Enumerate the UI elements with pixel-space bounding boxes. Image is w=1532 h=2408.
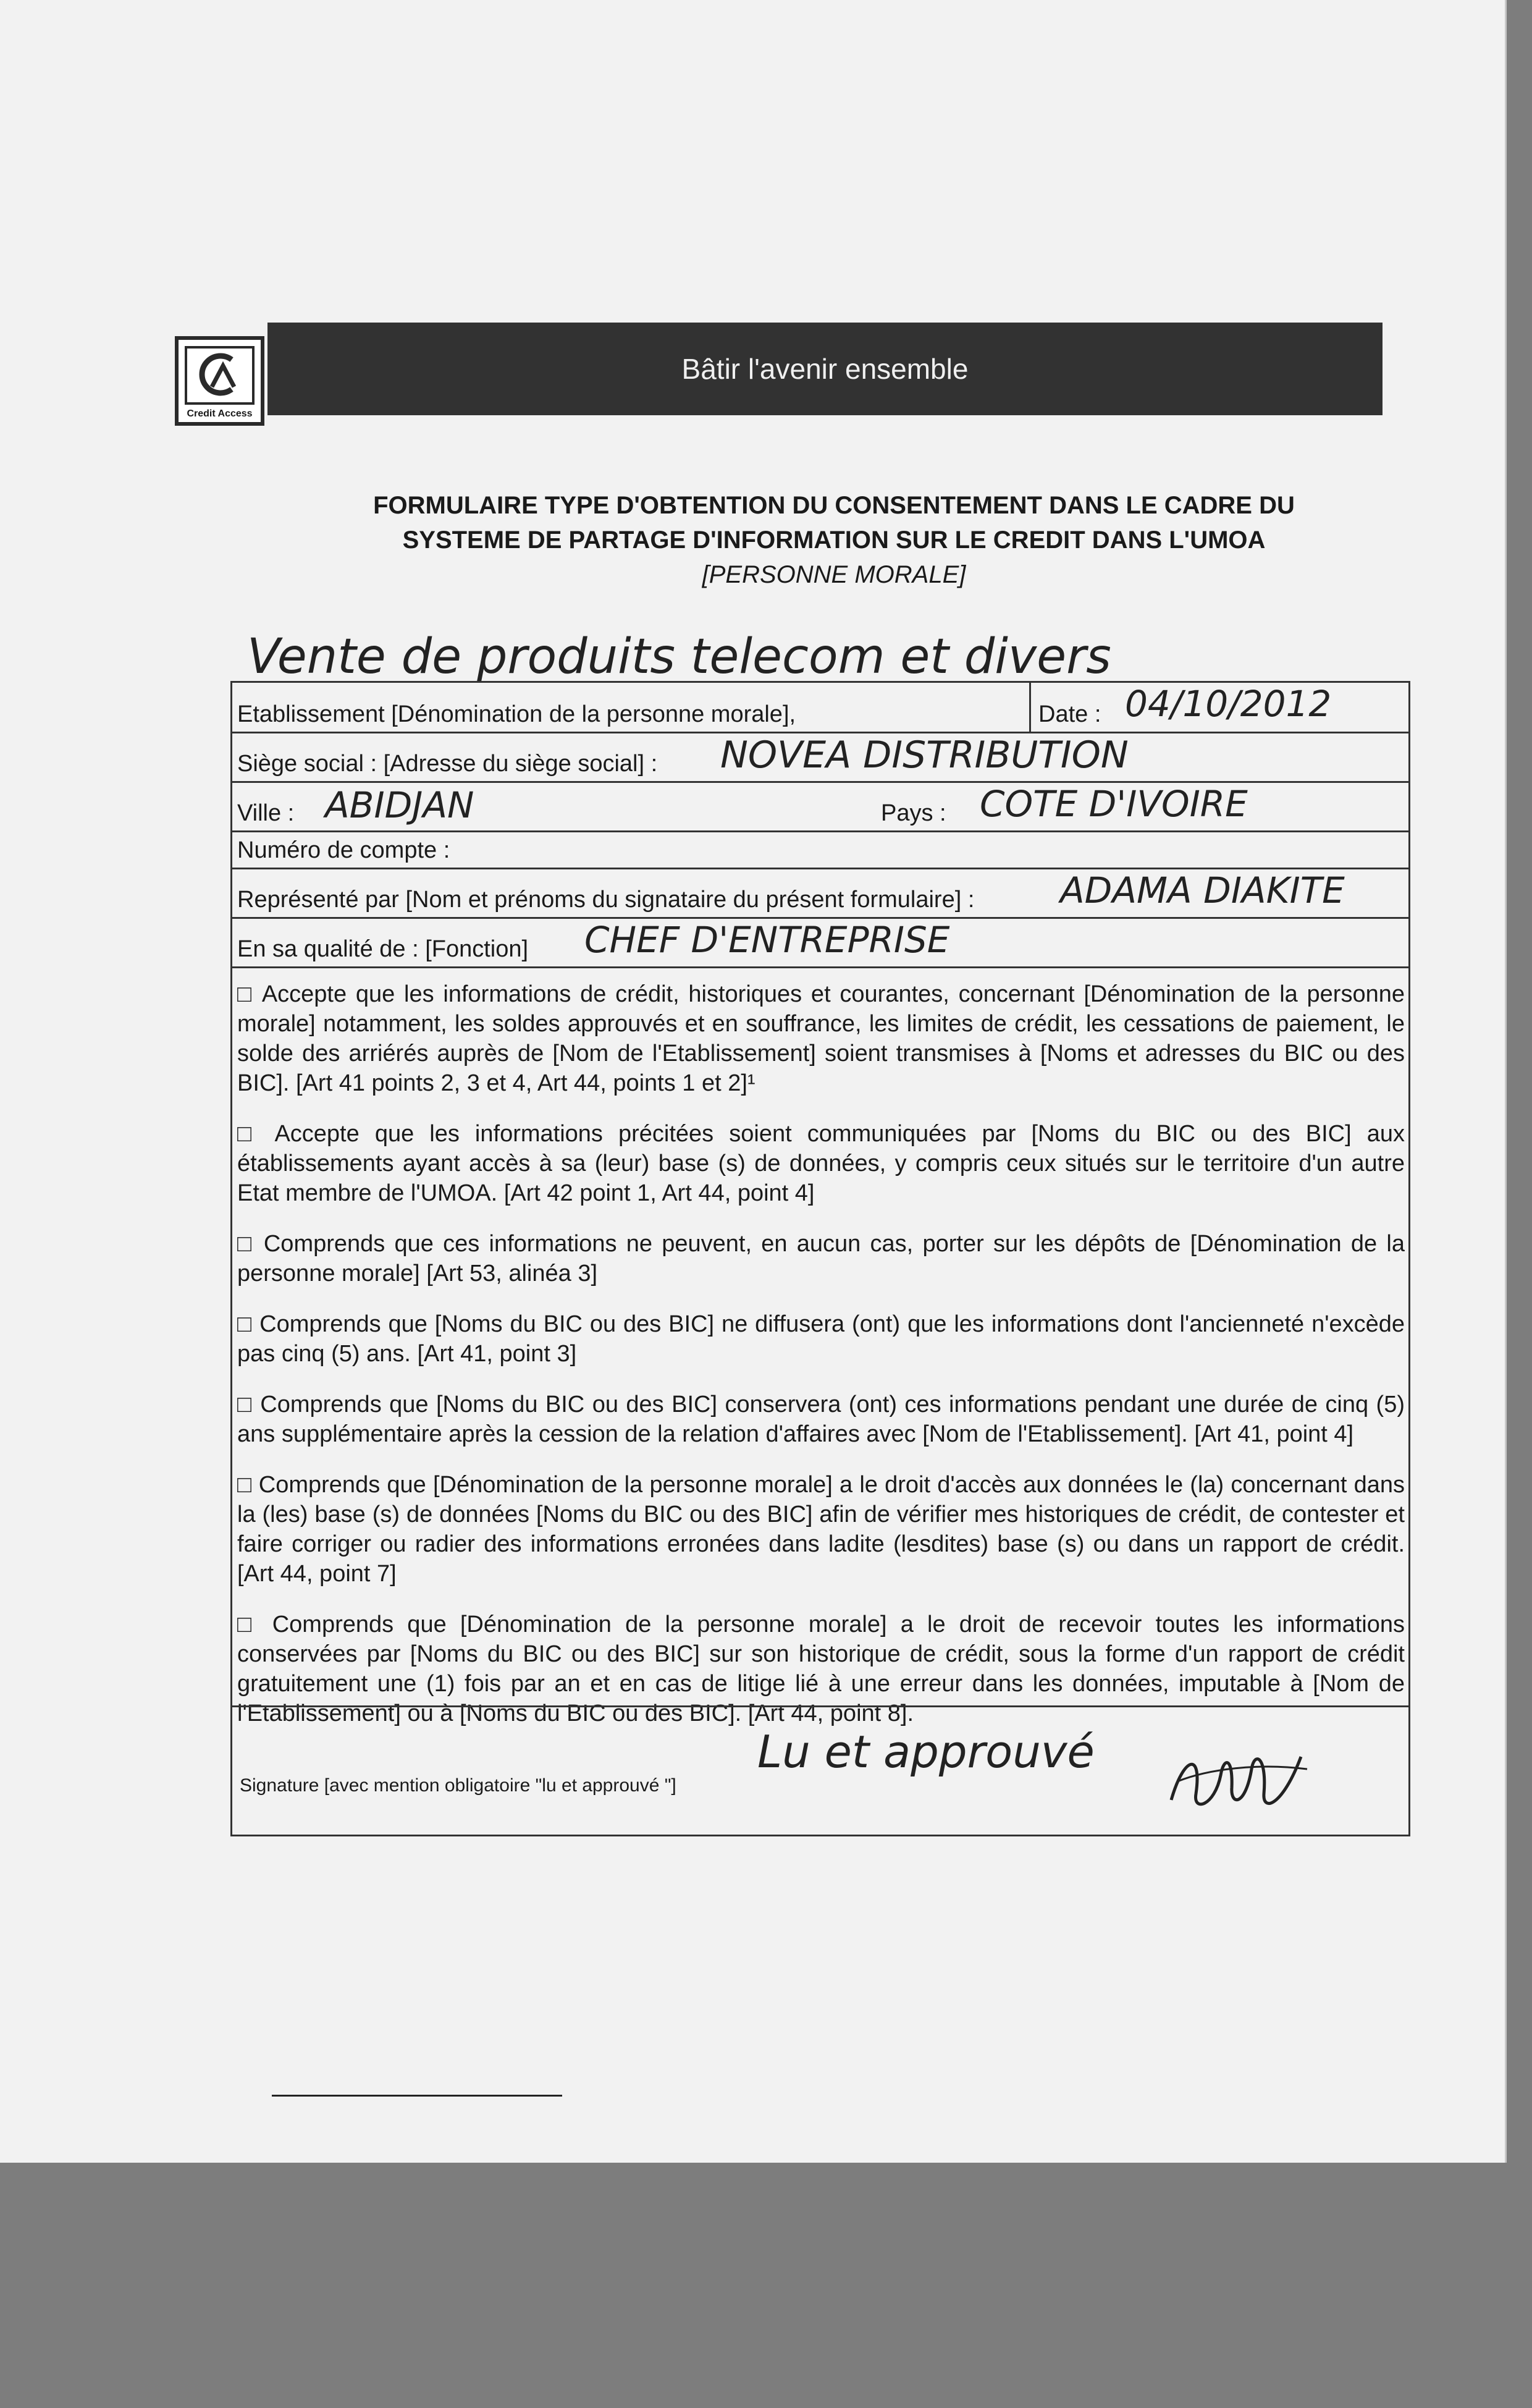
handwritten-ville: ABIDJAN (325, 784, 474, 826)
clause-2: □ Accepte que les informations précitées soient communiquées par [Noms du BIC ou des BIC] aux établissements ayant accès à sa (leur) base (s) de données, y compris ceux situés sur le territoire d'un autre Etat membre de l'UMOA. [Art 42 point 1, Art 44, point 4] (237, 1121, 1405, 1206)
handwritten-fonction: CHEF D'ENTREPRISE (584, 919, 950, 961)
clause-6: □ Comprends que [Dénomination de la personne morale] a le droit d'accès aux données le (la) concernant dans la (les) base (s) de données [Noms du BIC ou des BIC] afin de vérifier mes historiques de crédit, de contester et faire corriger ou radier des informations erronées dans ladite (lesdites) base (s) ou dans un rapport de crédit. [Art 44, point 7] (237, 1472, 1405, 1587)
title-line-3: [PERSONNE MORALE] (702, 561, 966, 588)
pays-label: Pays : (881, 800, 946, 826)
row-etablissement (232, 683, 1408, 733)
row-represente (232, 869, 1408, 919)
etablissement-label: Etablissement [Dénomination de la personne morale], (237, 701, 796, 727)
footnote-rule (272, 2095, 562, 2097)
title-line-1: FORMULAIRE TYPE D'OBTENTION DU CONSENTEMENT DANS LE CADRE DU (373, 492, 1295, 519)
signature-scribble-icon (1159, 1732, 1319, 1828)
clause-4: □ Comprends que [Noms du BIC ou des BIC] ne diffusera (ont) que les informations dont l'ancienneté n'excède pas cinq (5) ans. [Art 41, point 3] (237, 1311, 1405, 1367)
banner-slogan: Bâtir l'avenir ensemble (267, 323, 1383, 415)
handwritten-date: 04/10/2012 (1125, 683, 1332, 725)
consent-form (230, 681, 1410, 1836)
compte-label: Numéro de compte : (237, 837, 450, 863)
row-compte (232, 832, 1408, 869)
date-label: Date : (1038, 701, 1101, 727)
handwritten-representant: ADAMA DIAKITE (1060, 869, 1345, 911)
ville-label: Ville : (237, 800, 295, 826)
handwritten-activity: Vente de produits telecom et divers (247, 629, 1111, 685)
title-line-2: SYSTEME DE PARTAGE D'INFORMATION SUR LE CREDIT DANS L'UMOA (402, 526, 1266, 554)
siege-label: Siège social : [Adresse du siège social] : (237, 751, 658, 777)
qualite-label: En sa qualité de : [Fonction] (237, 936, 529, 962)
represente-label: Représenté par [Nom et prénoms du signataire du présent formulaire] : (237, 887, 975, 913)
clause-1: □ Accepte que les informations de crédit, historiques et courantes, concernant [Dénomination de la personne morale] notamment, les soldes approuvés et en souffrance, les limites de crédit, les cessations de paiement, le solde des arriérés auprès de [Nom de l'Etablissement] soient transmises à [Noms et adresses du BIC ou des BIC]. [Art 41 points 2, 3 et 4, Art 44, points 1 et 2]¹ (237, 981, 1405, 1096)
clause-5: □ Comprends que [Noms du BIC ou des BIC] conservera (ont) ces informations pendant une durée de cinq (5) ans supplémentaire après la cession de la relation d'affaires avec [Nom de l'Etablissement]. [Art 41, point 4] (237, 1392, 1405, 1447)
credit-access-logo (175, 336, 264, 426)
clause-7: □ Comprends que [Dénomination de la personne morale] a le droit de recevoir toutes les informations conservées par [Noms du BIC ou des BIC] sur son historique de crédit, sous la forme d'un rapport de crédit gratuitement une (1) fois par an et en cas de litige lié à une erreur dans les données, imputable à [Nom de l'Etablissement] ou à [Noms du BIC ou des BIC]. [Art 44, point 8]. (237, 1612, 1405, 1726)
handwritten-siege: NOVEA DISTRIBUTION (720, 733, 1129, 777)
logo-text: Credit Access (187, 408, 253, 419)
row-qualite (232, 919, 1408, 968)
logo-emblem-icon (185, 346, 255, 405)
clause-3: □ Comprends que ces informations ne peuvent, en aucun cas, porter sur les dépôts de [Dénomination de la personne morale] [Art 53, alinéa 3] (237, 1231, 1405, 1286)
signature-row (232, 1705, 1408, 1838)
header-banner (175, 323, 1383, 419)
handwritten-pays: COTE D'IVOIRE (980, 783, 1248, 825)
row-siege (232, 733, 1408, 783)
signature-label: Signature [avec mention obligatoire "lu et approuvé "] (240, 1775, 676, 1796)
form-title (266, 488, 1402, 592)
row-ville-pays (232, 783, 1408, 832)
handwritten-lu-approuve: Lu et approuvé (757, 1726, 1095, 1778)
consent-clauses (237, 979, 1405, 1749)
